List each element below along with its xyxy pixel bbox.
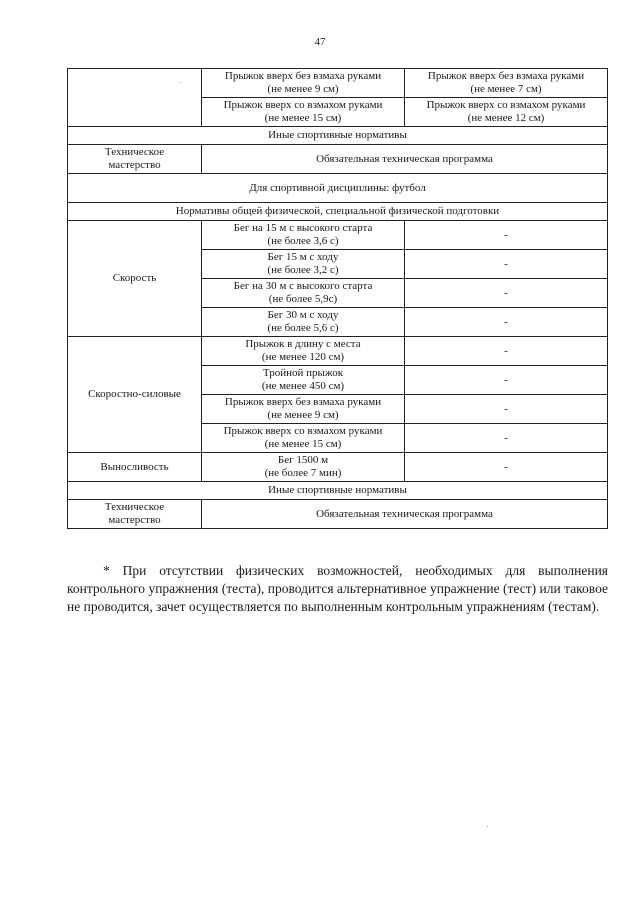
norms-heading: Нормативы общей физической, специальной физической подготовки — [68, 203, 608, 221]
category-label-line: мастерство — [108, 159, 161, 171]
exercise-name: Бег 30 м с ходу — [267, 309, 339, 321]
exercise-norm: (не более 3,2 с) — [267, 264, 339, 276]
exercise-norm: (не более 3,6 с) — [267, 235, 339, 247]
exercise-name: Прыжок вверх без взмаха руками — [224, 70, 382, 82]
section-heading-row — [68, 203, 608, 221]
exercise-norm: (не менее 15 см) — [264, 112, 342, 124]
section-heading-row — [68, 482, 608, 500]
exercise-name: Бег на 15 м с высокого старта — [233, 222, 373, 234]
value-cell — [405, 98, 608, 127]
exercise-norm: (не менее 9 см) — [267, 83, 339, 95]
exercise-name: Прыжок вверх со взмахом руками — [223, 425, 383, 437]
scan-speck — [180, 82, 181, 83]
value-name: Прыжок вверх со взмахом руками — [426, 99, 586, 111]
table-row — [68, 69, 608, 98]
norms-table-container — [67, 68, 607, 529]
exercise-cell — [202, 250, 405, 279]
footnote: * При отсутствии физических возможностей, необходимых для выполнения контрольного упражнения (теста), проводится альтернативное упражнение (тест) или таковое не проводится, зачет осуществляется по выполненным контрольным упражнениям (тестам). — [67, 562, 608, 614]
discipline-heading: Для спортивной дисциплины: футбол — [68, 174, 608, 203]
table-row — [68, 145, 608, 174]
exercise-name: Бег на 30 м с высокого старта — [233, 280, 373, 292]
value-cell: - — [405, 337, 608, 366]
category-label-line: Техническое — [104, 146, 165, 158]
value-cell: - — [405, 308, 608, 337]
section-heading-row — [68, 127, 608, 145]
exercise-name: Прыжок вверх без взмаха руками — [224, 396, 382, 408]
other-norms-heading: Иные спортивные нормативы — [68, 127, 608, 145]
page-number: 47 — [314, 36, 326, 48]
exercise-norm: (не более 5,6 с) — [267, 322, 339, 334]
value-cell: - — [405, 250, 608, 279]
exercise-norm: (не менее 120 см) — [261, 351, 345, 363]
value-cell: - — [405, 453, 608, 482]
category-endurance: Выносливость — [68, 453, 202, 482]
exercise-name: Бег 15 м с ходу — [267, 251, 339, 263]
exercise-name: Тройной прыжок — [262, 367, 344, 379]
section-heading-row — [68, 174, 608, 203]
value-cell: - — [405, 366, 608, 395]
exercise-cell — [202, 366, 405, 395]
exercise-norm: (не более 5,9с) — [268, 293, 338, 305]
value-cell: - — [405, 395, 608, 424]
value-cell — [405, 69, 608, 98]
exercise-cell — [202, 395, 405, 424]
norms-table — [67, 68, 608, 529]
category-speed-strength: Скоростно-силовые — [68, 337, 202, 453]
value-cell: - — [405, 279, 608, 308]
scan-speck — [487, 826, 488, 827]
empty-category-cell — [68, 69, 202, 127]
category-cell — [68, 145, 202, 174]
category-label-line: мастерство — [108, 514, 161, 526]
exercise-cell — [202, 308, 405, 337]
table-row — [68, 453, 608, 482]
value-name: Прыжок вверх без взмаха руками — [427, 70, 585, 82]
other-norms-heading: Иные спортивные нормативы — [68, 482, 608, 500]
exercise-name: Прыжок вверх со взмахом руками — [223, 99, 383, 111]
tech-program-cell: Обязательная техническая программа — [202, 145, 608, 174]
category-cell — [68, 500, 202, 529]
exercise-cell — [202, 221, 405, 250]
table-row — [68, 500, 608, 529]
value-norm: (не менее 7 см) — [470, 83, 542, 95]
value-norm: (не менее 12 см) — [467, 112, 545, 124]
table-row — [68, 221, 608, 250]
exercise-cell — [202, 453, 405, 482]
exercise-norm: (не менее 450 см) — [261, 380, 345, 392]
exercise-norm: (не менее 15 см) — [264, 438, 342, 450]
exercise-norm: (не более 7 мин) — [264, 467, 342, 479]
exercise-name: Прыжок в длину с места — [245, 338, 361, 350]
tech-program-cell: Обязательная техническая программа — [202, 500, 608, 529]
exercise-cell — [202, 69, 405, 98]
table-row — [68, 337, 608, 366]
exercise-cell — [202, 98, 405, 127]
exercise-norm: (не менее 9 см) — [267, 409, 339, 421]
exercise-cell — [202, 279, 405, 308]
value-cell: - — [405, 424, 608, 453]
exercise-name: Бег 1500 м — [277, 454, 329, 466]
exercise-cell — [202, 337, 405, 366]
value-cell: - — [405, 221, 608, 250]
exercise-cell — [202, 424, 405, 453]
category-label-line: Техническое — [104, 501, 165, 513]
category-speed: Скорость — [68, 221, 202, 337]
